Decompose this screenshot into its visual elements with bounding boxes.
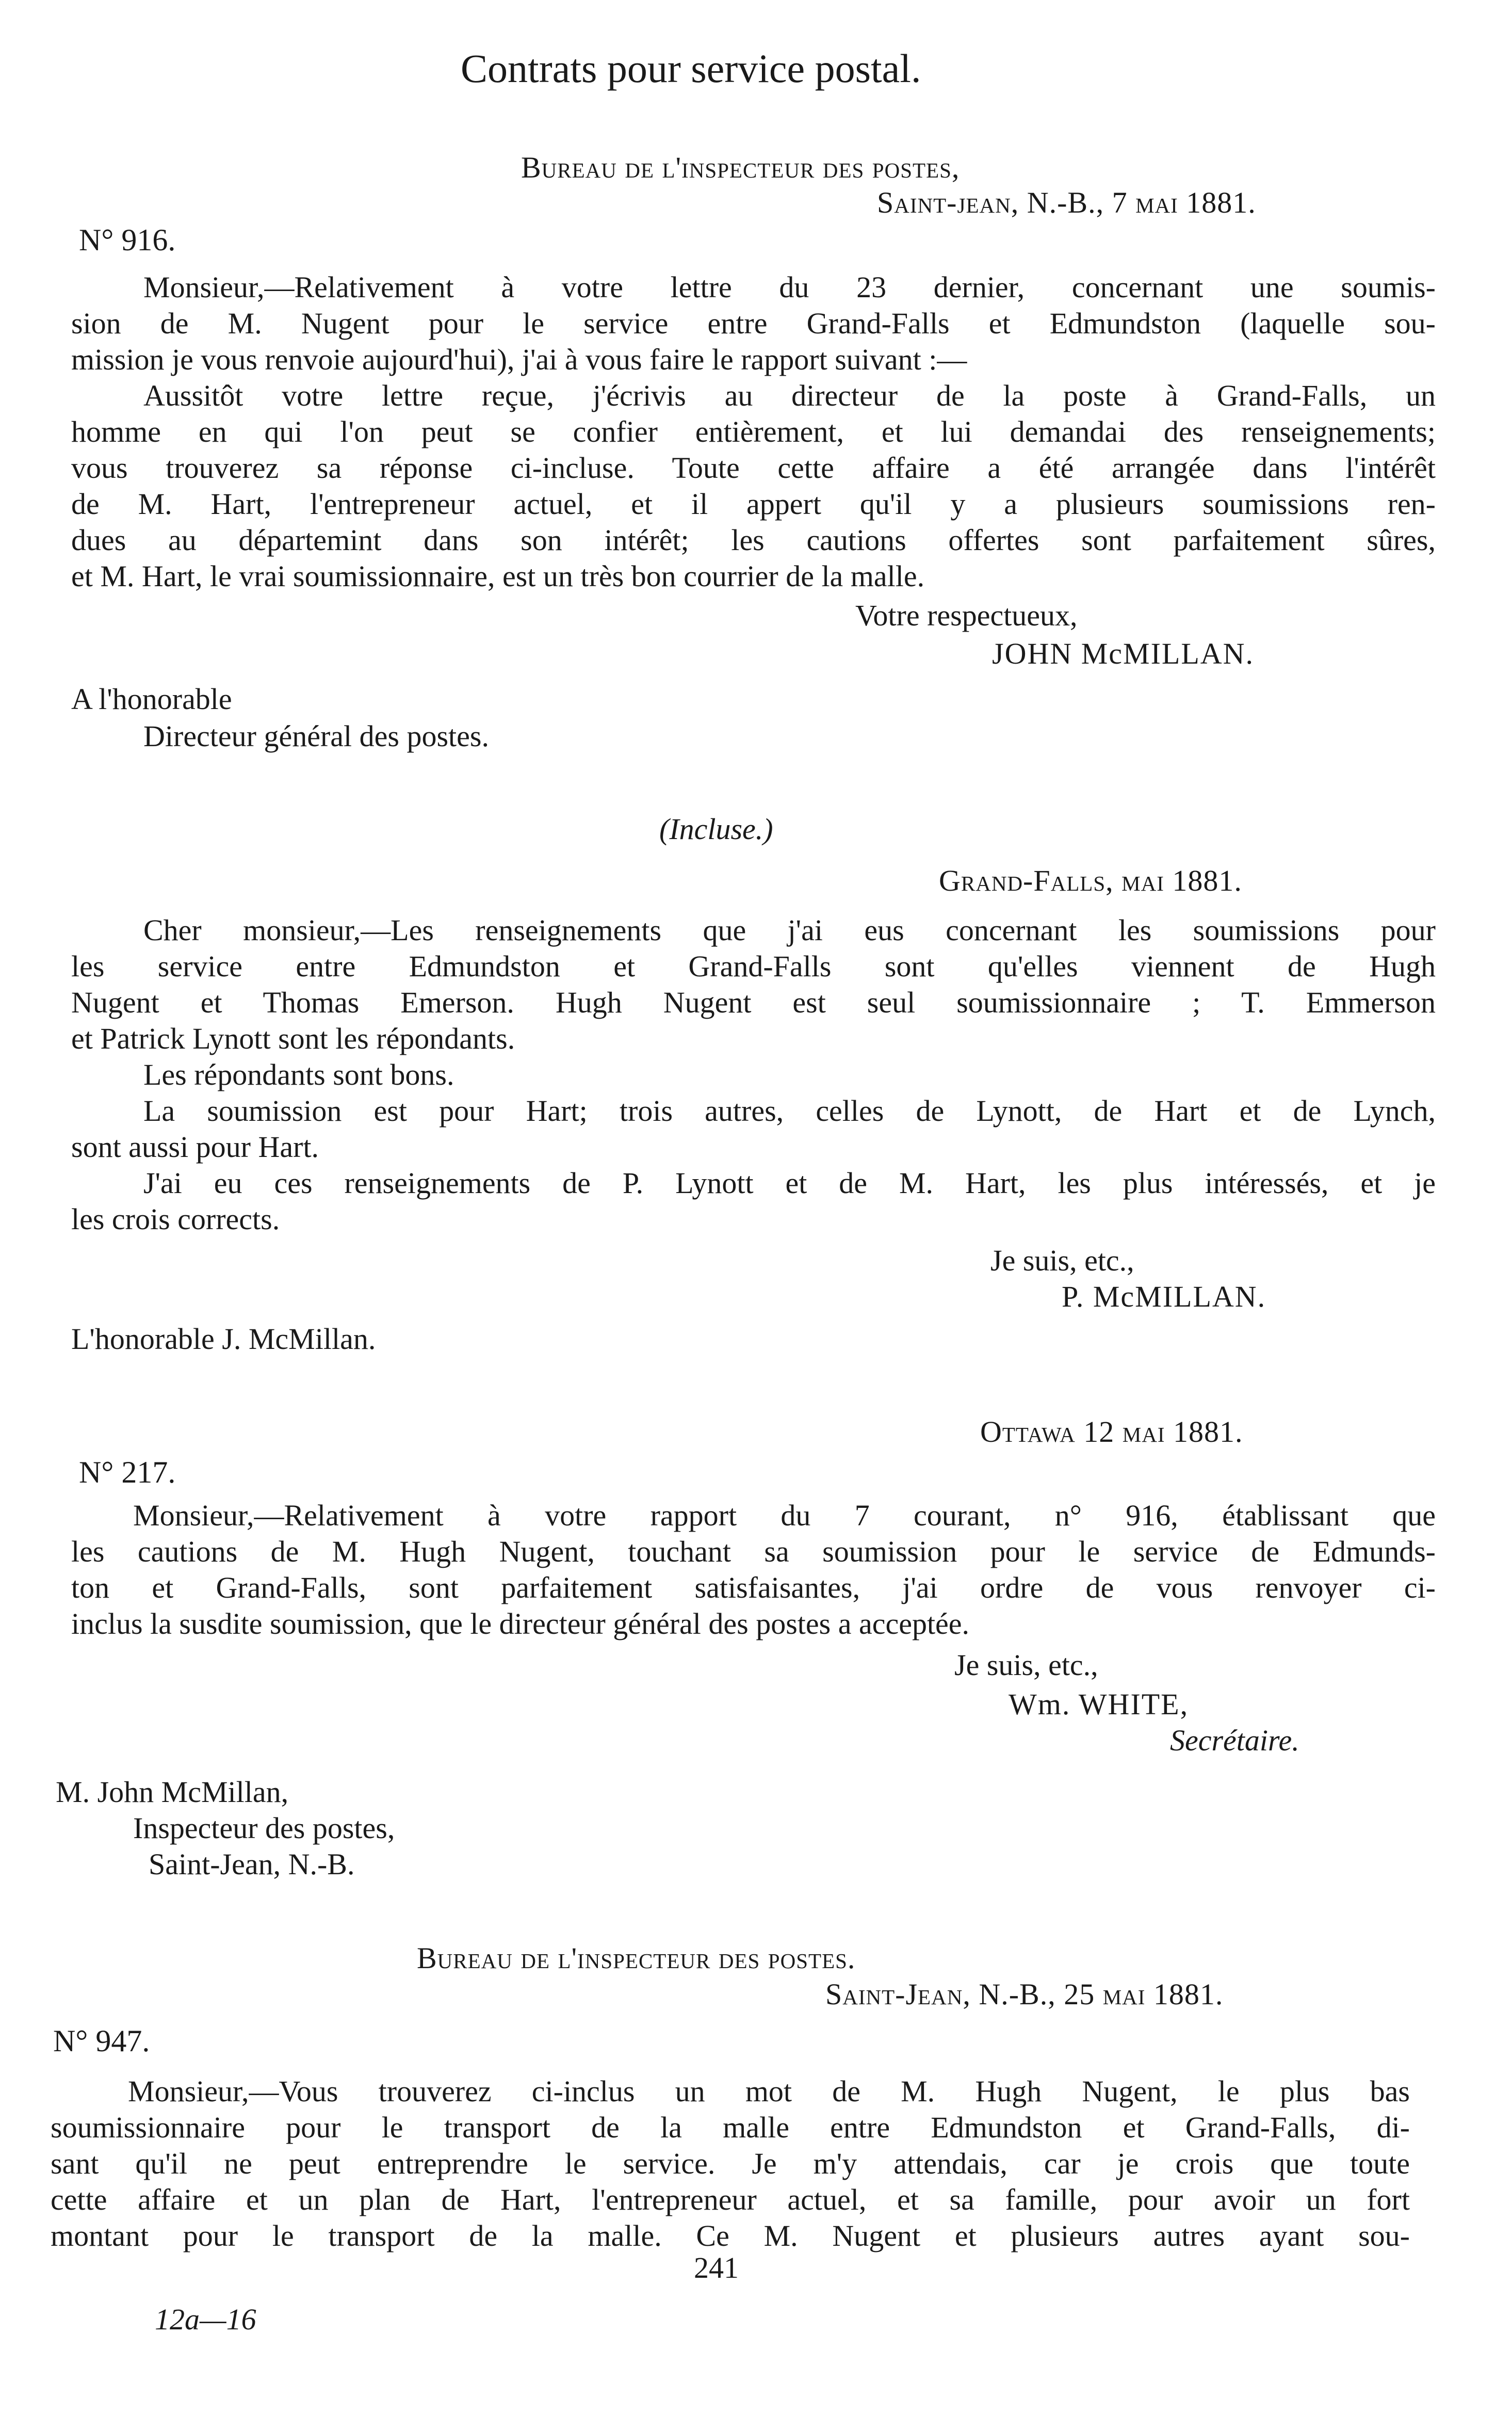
- body-line: les cautions de M. Hugh Nugent, touchant sa soumission pour le service de Edmunds-: [71, 1535, 1436, 1568]
- letter-217-number: N° 217.: [79, 1455, 176, 1489]
- enclosure-addressee: L'honorable J. McMillan.: [71, 1322, 376, 1356]
- letter-916-addressee: A l'honorable: [71, 682, 232, 716]
- body-line: montant pour le transport de la malle. Ce M. Nugent et plusieurs autres ayant sou-: [51, 2219, 1410, 2252]
- body-line: J'ai eu ces renseignements de P. Lynott et de M. Hart, les plus intéressés, et je: [143, 1166, 1436, 1200]
- enclosure-place-date: Grand-Falls, mai 1881.: [939, 864, 1242, 897]
- body-line: et Patrick Lynott sont les répondants.: [71, 1022, 515, 1055]
- body-line: vous trouverez sa réponse ci-incluse. Toute cette affaire a été arrangée dans l'intérêt: [71, 451, 1436, 485]
- letter-916-header-office: Bureau de l'inspecteur des postes,: [521, 151, 960, 184]
- letter-217-addressee: M. John McMillan,: [56, 1775, 289, 1809]
- letter-947-header-place-date: Saint-Jean, N.-B., 25 mai 1881.: [825, 1977, 1224, 2011]
- letter-916-closing: Votre respectueux,: [855, 599, 1078, 632]
- enclosure-closing: Je suis, etc.,: [990, 1244, 1134, 1277]
- body-line: homme en qui l'on peut se confier entièrement, et lui demandai des renseignements;: [71, 415, 1436, 448]
- body-line: les crois corrects.: [71, 1202, 280, 1236]
- body-line: Cher monsieur,—Les renseignements que j'ai eus concernant les soumissions pour: [143, 913, 1436, 947]
- body-line: Les répondants sont bons.: [143, 1058, 454, 1091]
- letter-947-number: N° 947.: [53, 2024, 150, 2058]
- letter-916-signature: JOHN McMILLAN.: [992, 637, 1255, 670]
- body-line: Monsieur,—Vous trouverez ci-inclus un mot de M. Hugh Nugent, le plus bas: [128, 2074, 1410, 2108]
- letter-947-header-office: Bureau de l'inspecteur des postes.: [417, 1941, 856, 1975]
- page-number: 241: [694, 2251, 739, 2284]
- letter-916-number: N° 916.: [79, 223, 176, 257]
- letter-217-closing: Je suis, etc.,: [954, 1648, 1098, 1682]
- body-line: de M. Hart, l'entrepreneur actuel, et il appert qu'il y a plusieurs soumissions ren-: [71, 487, 1436, 521]
- body-line: soumissionnaire pour le transport de la malle entre Edmundston et Grand-Falls, di-: [51, 2111, 1410, 2144]
- body-line: Nugent et Thomas Emerson. Hugh Nugent est seul soumissionnaire ; T. Emmerson: [71, 986, 1436, 1019]
- body-line: Aussitôt votre lettre reçue, j'écrivis au directeur de la poste à Grand-Falls, un: [143, 379, 1436, 412]
- body-line: sont aussi pour Hart.: [71, 1130, 319, 1164]
- body-line: sion de M. Nugent pour le service entre Grand-Falls et Edmundston (laquelle sou-: [71, 307, 1436, 340]
- body-line: et M. Hart, le vrai soumissionnaire, est un très bon courrier de la malle.: [71, 559, 925, 593]
- body-line: cette affaire et un plan de Hart, l'entrepreneur actuel, et sa famille, pour avoir un fort: [51, 2183, 1410, 2216]
- letter-217-signature-title: Secrétaire.: [1170, 1724, 1299, 1757]
- body-line: dues au départemint dans son intérêt; les cautions offertes sont parfaitement sûres,: [71, 523, 1436, 557]
- body-line: inclus la susdite soumission, que le directeur général des postes a acceptée.: [71, 1607, 970, 1640]
- body-line: ton et Grand-Falls, sont parfaitement satisfaisantes, j'ai ordre de vous renvoyer ci-: [71, 1571, 1436, 1604]
- body-line: Monsieur,—Relativement à votre lettre du 23 dernier, concernant une soumis-: [143, 270, 1436, 304]
- body-line: La soumission est pour Hart; trois autres, celles de Lynott, de Hart et de Lynch,: [143, 1094, 1436, 1128]
- enclosure-heading: (Incluse.): [659, 812, 773, 846]
- body-line: Monsieur,—Relativement à votre rapport du 7 courant, n° 916, établissant que: [133, 1499, 1436, 1532]
- body-line: sant qu'il ne peut entreprendre le service. Je m'y attendais, car je crois que toute: [51, 2147, 1410, 2180]
- letter-916-addressee-title: Directeur général des postes.: [143, 719, 489, 753]
- enclosure-signature: P. McMILLAN.: [1062, 1280, 1266, 1313]
- body-line: les service entre Edmundston et Grand-Falls sont qu'elles viennent de Hugh: [71, 949, 1436, 983]
- letter-217-place-date: Ottawa 12 mai 1881.: [980, 1415, 1243, 1449]
- signature-mark: 12a—16: [155, 2303, 256, 2336]
- letter-217-addressee-title: Inspecteur des postes,: [133, 1811, 395, 1845]
- letter-217-addressee-place: Saint-Jean, N.-B.: [149, 1847, 355, 1881]
- letter-217-signature: Wm. WHITE,: [1009, 1687, 1189, 1721]
- letter-916-header-place-date: Saint-jean, N.-B., 7 mai 1881.: [877, 186, 1256, 219]
- body-line: mission je vous renvoie aujourd'hui), j'ai à vous faire le rapport suivant :—: [71, 343, 967, 376]
- page-title: Contrats pour service postal.: [461, 46, 921, 91]
